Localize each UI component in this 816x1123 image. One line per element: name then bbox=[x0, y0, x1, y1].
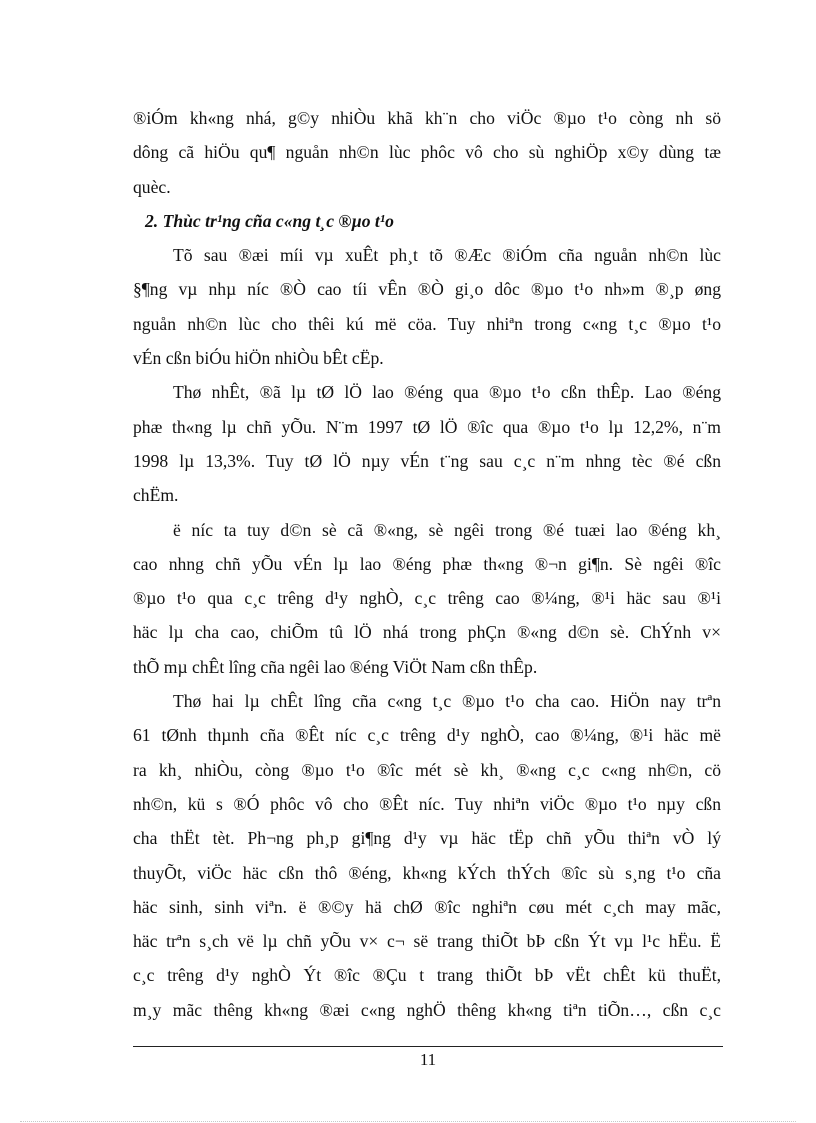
text-line: 1998 lµ 13,3%. Tuy tØ lÖ nµy vÉn t¨ng sau c¸c n¨m nhng tèc ®é cßn bbox=[133, 450, 721, 471]
page-bottom-divider bbox=[20, 1121, 796, 1122]
footer-rule bbox=[133, 1046, 723, 1047]
text-line: chËm. bbox=[133, 485, 179, 506]
section-heading: 2. Thùc tr¹ng cña c«ng t¸c ®µo t¹o bbox=[145, 210, 394, 231]
text-line: Thø nhÊt, ®ã lµ tØ lÖ lao ®éng qua ®µo t¹o cßn thÊp. Lao ®éng bbox=[173, 382, 721, 403]
text-line: häc sinh, sinh viªn. ë ®©y hä chØ ®îc nghiªn cøu mét c¸ch may mãc, bbox=[133, 896, 721, 917]
page-number: 11 bbox=[419, 1050, 437, 1069]
text-line: §¶ng vµ nhµ níc ®Ò cao tíi vÊn ®Ò gi¸o dôc ®µo t¹o nh»m ®¸p øng bbox=[133, 279, 721, 300]
text-line: thuyÕt, viÖc häc cßn thô ®éng, kh«ng kÝch thÝch ®îc sù s¸ng t¹o cña bbox=[133, 862, 721, 883]
text-line: thÕ mµ chÊt lîng cña ngêi lao ®éng ViÖt Nam cßn thÊp. bbox=[133, 656, 538, 677]
text-line: vÉn cßn biÓu hiÖn nhiÒu bÊt cËp. bbox=[133, 348, 384, 369]
text-line: Thø hai lµ chÊt lîng cña c«ng t¸c ®µo t¹o cha cao. HiÖn nay trªn bbox=[173, 691, 721, 712]
text-line: nguån nh©n lùc cho thêi kú më cöa. Tuy nhiªn trong c«ng t¸c ®µo t¹o bbox=[133, 313, 721, 334]
text-line: phæ th«ng lµ chñ yÕu. N¨m 1997 tØ lÖ ®îc qua ®µo t¹o lµ 12,2%, n¨m bbox=[133, 416, 721, 437]
text-line: ®iÓm kh«ng nhá, g©y nhiÒu khã kh¨n cho viÖc ®µo t¹o còng nh sö bbox=[133, 108, 721, 128]
text-line: häc lµ cha cao, chiÕm tû lÖ nhá trong phÇn ®«ng d©n sè. ChÝnh v× bbox=[133, 622, 721, 643]
text-line: c¸c trêng d¹y nghÒ Ýt ®îc ®Çu t trang thiÕt bÞ vËt chÊt kü thuËt, bbox=[133, 965, 721, 986]
text-line: Tõ sau ®æi míi vµ xuÊt ph¸t tõ ®Æc ®iÓm cña nguån nh©n lùc bbox=[173, 245, 721, 266]
text-line: ®µo t¹o qua c¸c trêng d¹y nghÒ, c¸c trêng cao ®¼ng, ®¹i häc sau ®¹i bbox=[133, 588, 721, 609]
text-line: ë níc ta tuy d©n sè cã ®«ng, sè ngêi trong ®é tuæi lao ®éng kh¸ bbox=[173, 519, 721, 540]
text-line: nh©n, kü s ®Ó phôc vô cho ®Êt níc. Tuy nhiªn viÖc ®µo t¹o nµy cßn bbox=[133, 793, 721, 814]
text-line: cao nhng chñ yÕu vÉn lµ lao ®éng phæ th«ng ®¬n gi¶n. Sè ngêi ®îc bbox=[133, 553, 721, 574]
text-line: cha thËt tèt. Ph¬ng ph¸p gi¶ng d¹y vµ häc tËp chñ yÕu thiªn vÒ lý bbox=[133, 828, 721, 849]
text-line: m¸y mãc thêng kh«ng ®æi c«ng nghÖ thêng kh«ng tiªn tiÕn…, cßn c¸c bbox=[133, 999, 721, 1020]
text-line: dông cã hiÖu qu¶ nguån nh©n lùc phôc vô cho sù nghiÖp x©y dùng tæ bbox=[133, 142, 721, 163]
text-line: häc trªn s¸ch vë lµ chñ yÕu v× c¬ së trang thiÕt bÞ cßn Ýt vµ l¹c hËu. Ë bbox=[133, 931, 721, 952]
text-line: 61 tØnh thµnh cña ®Êt níc c¸c trêng d¹y nghÒ, cao ®¼ng, ®¹i häc më bbox=[133, 725, 721, 746]
text-line: quèc. bbox=[133, 176, 171, 197]
body-text bbox=[133, 101, 721, 1027]
text-line: ra kh¸ nhiÒu, còng ®µo t¹o ®îc mét sè kh¸ ®«ng c¸c c«ng nh©n, cö bbox=[133, 759, 721, 780]
